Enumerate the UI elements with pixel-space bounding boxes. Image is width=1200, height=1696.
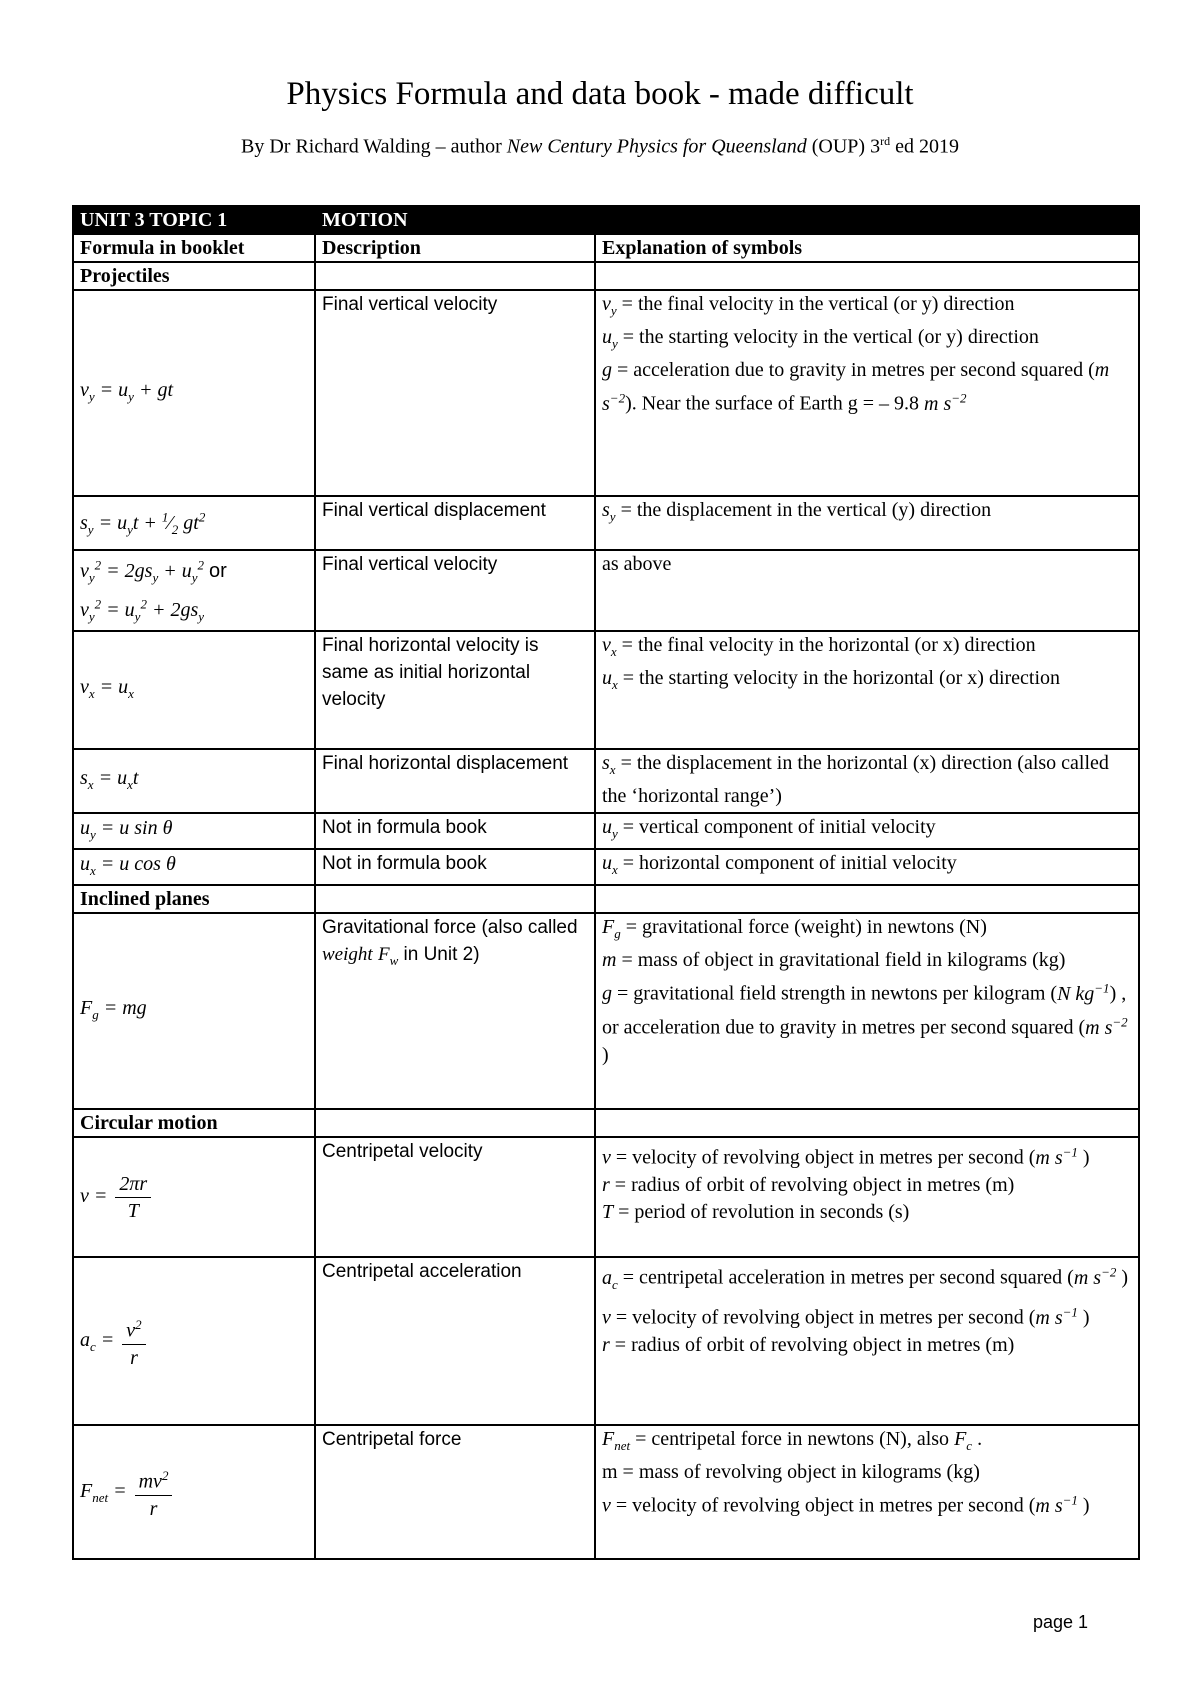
- formula-ux: $u_x = u$ cos θ: [73, 849, 315, 885]
- description: Centripetal acceleration: [315, 1257, 595, 1425]
- description: Final horizontal velocity is same as initial horizontal velocity: [315, 631, 595, 749]
- page-title: Physics Formula and data book - made difficult: [286, 76, 914, 112]
- description: Final vertical displacement: [315, 496, 595, 550]
- table-row: [73, 1137, 1139, 1257]
- table-row: [73, 849, 1139, 885]
- table-row: [73, 1425, 1139, 1559]
- col-header-formula: Formula in booklet: [73, 234, 315, 262]
- table-row: [73, 913, 1139, 1109]
- description: Gravitational force (also called weight $F_w$ in Unit 2): [315, 913, 595, 1109]
- formula-vy-squared: $v_y^2 = 2gs_y + u_y^2$ or $v_y^2 = u_y^2 + 2gs_y$: [73, 550, 315, 631]
- table-row: [73, 290, 1139, 496]
- page-number: page 1: [1032, 1612, 1088, 1632]
- explanation: $u_x$ = horizontal component of initial velocity: [595, 849, 1139, 885]
- formula-sy: $s_y = u_yt$ + $^1⁄_2$ $gt^2$: [73, 496, 315, 550]
- section-inclined: Inclined planes: [73, 885, 315, 913]
- table-row: [73, 550, 1139, 631]
- description: Not in formula book: [315, 849, 595, 885]
- formula-fg: $F_g$ = mg: [73, 913, 315, 1109]
- explanation: $v_y$ = the final velocity in the vertical (or y) direction $u_y$ = the starting velocity in the vertical (or y) direction g = acceleration due to gravity in metres per second squared (m $s^{-2}$). Near the surface of Earth g = – 9.8 m $s^{-2}$: [595, 290, 1139, 496]
- table-row: [73, 631, 1139, 749]
- description: Centripetal force: [315, 1425, 595, 1559]
- table-row: [73, 496, 1139, 550]
- formula-ac: $a_c$ = $\frac{v^2}{r}$: [73, 1257, 315, 1425]
- formula-uy: $u_y = u$ sin θ: [73, 813, 315, 849]
- section-row: [73, 1109, 1139, 1137]
- description: Final horizontal displacement: [315, 749, 595, 813]
- explanation: $F_{net}$ = centripetal force in newtons (N), also $F_c$ . m = mass of revolving object in kilograms (kg) v = velocity of revolving object in metres per second (m $s^{-1}$ ): [595, 1425, 1139, 1559]
- unit-label: UNIT 3 TOPIC 1: [73, 206, 315, 234]
- explanation: $v_x$ = the final velocity in the horizontal (or x) direction $u_x$ = the starting velocity in the horizontal (or x) direction: [595, 631, 1139, 749]
- explanation: $u_y$ = vertical component of initial velocity: [595, 813, 1139, 849]
- column-headers: [73, 234, 1139, 262]
- explanation: $a_c$ = centripetal acceleration in metres per second squared (m $s^{-2}$ ) v = velocity of revolving object in metres per second (m $s^{-1}$ ) r = radius of orbit of revolving object in metres (m): [595, 1257, 1139, 1425]
- formula-table: [72, 205, 1140, 1560]
- description: Final vertical velocity: [315, 550, 595, 631]
- explanation: $F_g$ = gravitational force (weight) in newtons (N) m = mass of object in gravitational field in kilograms (kg) g = gravitational field strength in newtons per kilogram (N $kg^{-1}$) , or acceleration due to gravity in metres per second squared (m $s^{-2}$ ): [595, 913, 1139, 1109]
- byline-year: ed 2019: [890, 135, 959, 158]
- section-circular: Circular motion: [73, 1109, 315, 1137]
- table-row: [73, 1257, 1139, 1425]
- byline-suffix: (OUP) 3: [806, 135, 881, 158]
- formula-vx: $v_x = u_x$: [73, 631, 315, 749]
- explanation: $s_y$ = the displacement in the vertical (y) direction: [595, 496, 1139, 550]
- explanation: as above: [595, 550, 1139, 631]
- explanation: v = velocity of revolving object in metres per second (m $s^{-1}$ ) r = radius of orbit of revolving object in metres (m) T = period of revolution in seconds (s): [595, 1137, 1139, 1257]
- section-row: [73, 262, 1139, 290]
- formula-sx: $s_x = u_xt$: [73, 749, 315, 813]
- table-row: [73, 749, 1139, 813]
- col-header-explanation: Explanation of symbols: [595, 234, 1139, 262]
- description: Not in formula book: [315, 813, 595, 849]
- byline-sup: rd: [880, 134, 891, 148]
- formula-vy: $v_y = u_y$ + gt: [73, 290, 315, 496]
- byline-prefix: By Dr Richard Walding – author: [241, 135, 507, 158]
- formula-fnet: $F_{net}$ = $\frac{mv^2}{r}$: [73, 1425, 315, 1559]
- byline-book: New Century Physics for Queensland: [506, 135, 807, 158]
- formula-v-circular: v = $\frac{2\pi r}{T}$: [73, 1137, 315, 1257]
- table-banner: [73, 206, 1139, 234]
- explanation: $s_x$ = the displacement in the horizontal (x) direction (also called the ‘horizontal range’): [595, 749, 1139, 813]
- col-header-description: Description: [315, 234, 595, 262]
- section-row: [73, 885, 1139, 913]
- section-projectiles: Projectiles: [73, 262, 315, 290]
- description: Centripetal velocity: [315, 1137, 595, 1257]
- byline: [0, 134, 1200, 159]
- topic-label: MOTION: [315, 206, 1139, 234]
- description: Final vertical velocity: [315, 290, 595, 496]
- table-row: [73, 813, 1139, 849]
